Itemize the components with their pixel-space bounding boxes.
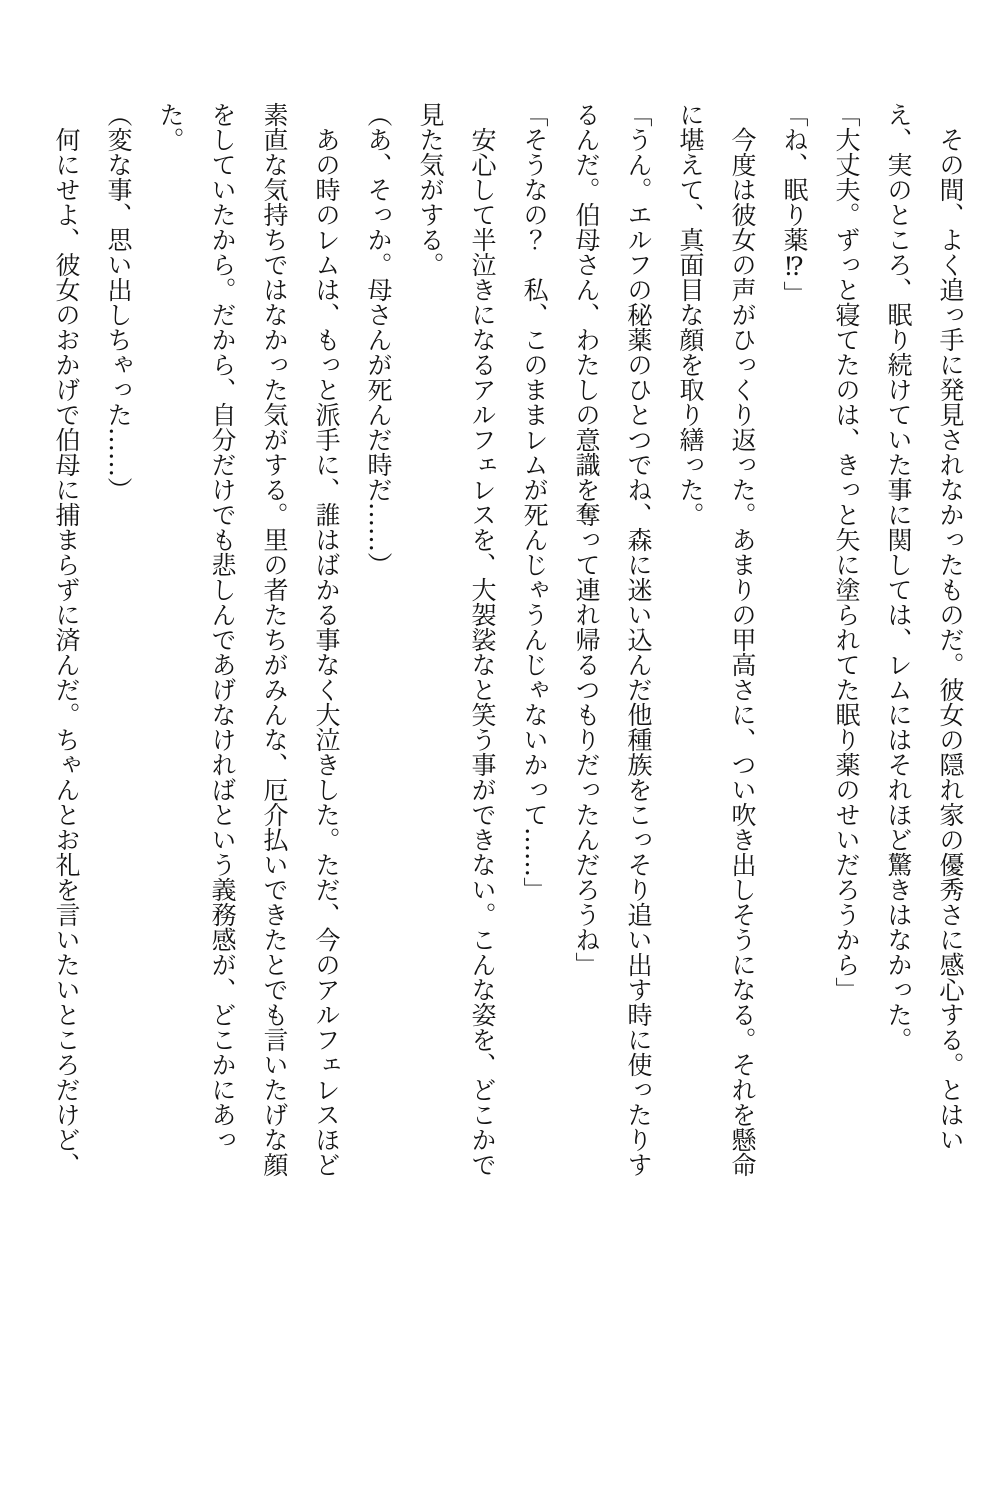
text-line: （変な事、思い出しちゃった……） bbox=[104, 102, 133, 502]
text-line: その間、よく追っ手に発見されなかったものだ。彼女の隠れ家の優秀さに感心する。とはい bbox=[936, 127, 965, 1152]
text-line: 素直な気持ちではなかった気がする。里の者たちがみんな、厄介払いできたとでも言いたげな顔 bbox=[260, 102, 289, 1177]
text-line: 「大丈夫。ずっと寝てたのは、きっと矢に塗られてた眠り薬のせいだろうから」 bbox=[832, 102, 861, 1002]
text-line: 何にせよ、彼女のおかげで伯母に捕まらずに済んだ。ちゃんとお礼を言いたいところだけど、 bbox=[52, 127, 81, 1177]
vertical-text-block bbox=[40, 102, 976, 1317]
text-line: 見た気がする。 bbox=[416, 102, 445, 277]
text-line: 「うん。エルフの秘薬のひとつでね、森に迷い込んだ他種族をこっそり追い出す時に使ったりす bbox=[624, 102, 653, 1177]
text-line: 「ね、眠り薬⁉」 bbox=[780, 102, 809, 306]
text-line: 今度は彼女の声がひっくり返った。あまりの甲高さに、つい吹き出しそうになる。それを懸命 bbox=[728, 127, 757, 1177]
text-line: 「そうなの？ 私、このままレムが死んじゃうんじゃないかって……」 bbox=[520, 102, 549, 902]
text-line: 安心して半泣きになるアルフェレスを、大袈裟なと笑う事ができない。こんな姿を、どこかで bbox=[468, 127, 497, 1177]
text-line: え、実のところ、眠り続けていた事に関しては、レムにはそれほど驚きはなかった。 bbox=[884, 102, 913, 1052]
text-line: に堪えて、真面目な顔を取り繕った。 bbox=[676, 102, 705, 527]
text-line: るんだ。伯母さん、わたしの意識を奪って連れ帰るつもりだったんだろうね」 bbox=[572, 102, 601, 977]
text-line: た。 bbox=[156, 102, 185, 152]
text-line: （あ、そっか。母さんが死んだ時だ……） bbox=[364, 102, 393, 577]
text-line: あの時のレムは、もっと派手に、誰はばかる事なく大泣きした。ただ、今のアルフェレスほど bbox=[312, 127, 341, 1177]
text-line: をしていたから。だから、自分だけでも悲しんであげなければという義務感が、どこかにあっ bbox=[208, 102, 237, 1152]
